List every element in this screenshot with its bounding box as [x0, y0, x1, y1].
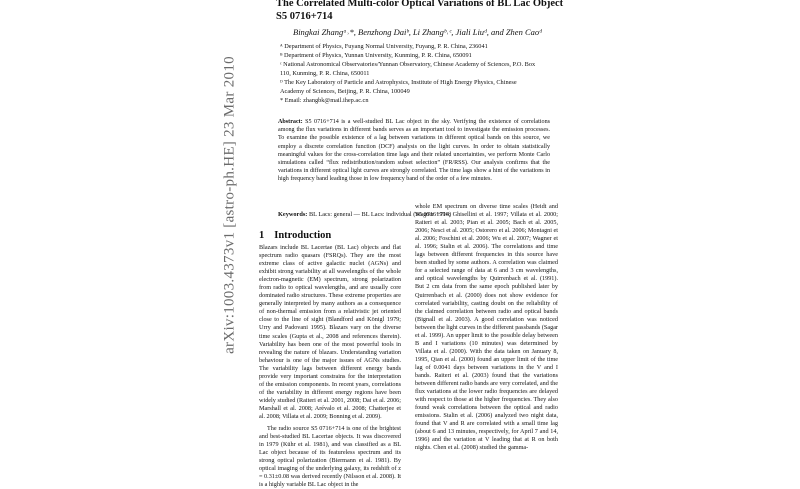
affiliation-line: ᴮ Department of Physics, Yunnan University, Kunming, P. R. China, 650091 — [280, 52, 472, 59]
affiliation-line: ᶜ National Astronomical Observatories/Yunnan Observatory, Chinese Academy of Sciences, P.O. Box — [280, 61, 536, 68]
arxiv-side-stamp — [210, 56, 250, 354]
affiliation-line: ᴰ The Key Laboratory of Particle and Astrophysics, Institute of High Energy Physics, Chinese — [280, 79, 517, 86]
affiliation-line: ᴬ Department of Physics, Fuyang Normal University, Fuyang, P. R. China, 236041 — [280, 43, 488, 50]
paper-title: The Correlated Multi-color Optical Variations of BL Lac Object S5 0716+714 — [276, 0, 564, 22]
left-column — [259, 244, 401, 489]
contact-email[interactable]: * Email: zhangbk@mail.ihep.ac.cn — [280, 97, 369, 104]
section-title: Introduction — [274, 230, 332, 241]
paragraph: Blazars include BL Lacertae (BL Lac) objects and flat spectrum radio quasars (FSRQs). They are the most extreme class of active galactic nuclei (AGNs) and exhibit strong variability at all wavelengths of the whole electron-magnetic (EM) spectrum, strong polarization from radio to optical wavelengths, and are usually core dominated radio structures. These extreme properties are generally interpreted by many authors as a consequence of non-thermal emission from a relativistic jet oriented close to the line of sight (Blandford and Königl 1979; Urry and Padovani 1995). Blazars vary on the diverse time scales (Gupta et al., 2008 and references therein). Variability has been one of the most powerful tools in revealing the nature of blazars. Understanding variation behaviour is one of the major issues of AGNs studies. The variability lags between different energy bands provide very important constrains for the interpretation of the emission components. In recent years, correlations of the variability in different energy regions have been widely studied (Raiteri et al. 2001, 2008; Dai et al. 2006; Marshall et al. 2008; Arévalo et al. 2008; Chatterjee et al. 2008; Villata et al. 2009; Bonning et al. 2009). — [259, 244, 401, 420]
section-number: 1 — [259, 230, 265, 241]
author-list: Bingkai Zhangᵃ˒*, Benzhong Daiᵇ, Li Zhangᵇ˒ᶜ, Jiali Liuᵈ, and Zhen Caoᵈ — [293, 27, 542, 37]
abstract-text: S5 0716+714 is a well-studied BL Lac object in the sky. Verifying the existence of correlations among the flux variations in different bands serves as an important tool to investigate the emission processes. To examine the possible existence of a lag between variations in different optical bands on this source, we employ a discrete correlation function (DCF) analysis on the light curves. In order to obtain statistically meaningful values for the cross-correlation time lags and their related uncertainties, we perform Monte Carlo simulations called “flux redistribution/random subset selection” (FR/RSS). Our analysis confirms that the variations in different optical light curves are strongly correlated. The time lags show a hint of the variations in high frequency band leading those in low frequency band of the order of a few minutes. — [278, 119, 550, 183]
section-heading — [259, 230, 331, 241]
abstract-label: Abstract: — [278, 119, 303, 125]
arxiv-identifier[interactable]: arXiv:1003.4373v1 [astro-ph.HE] 23 Mar 2010 — [221, 56, 238, 354]
paragraph: The radio source S5 0716+714 is one of the brightest and best-studied BL Lacertae objects. It was discovered in 1979 (Kühr et al. 1981), and was classified as a BL Lac object because of its featureless spectrum and its strong optical polarization (Biermann et al. 1981). By optical imaging of the underlying galaxy, its redshift of z = 0.31±0.08 was derived recently (Nilsson et al. 2008). It is a highly variable BL Lac object in the — [259, 425, 401, 489]
affiliations — [280, 42, 580, 105]
abstract — [278, 118, 550, 184]
keywords-label: Keywords: — [278, 211, 308, 218]
right-column — [415, 203, 558, 452]
keywords-text: BL Lacs: general — BL Lacs: individual (S5 0716+714) — [308, 211, 452, 218]
affiliation-line: 110, Kunming, P. R. China, 650011 — [280, 70, 370, 77]
affiliation-line: Academy of Sciences, Beijing, P. R. China, 100049 — [280, 88, 410, 95]
paragraph: whole EM spectrum on diverse time scales (Heidt and Wagner 1996; Ghisellini et al. 1997; Villata et al. 2000; Raiteri et al. 2003; Pian et al. 2005; Bach et al. 2005, 2006; Nesci et al. 2005; Ostorero et al. 2006; Montagni et al. 2006; Foschini et al. 2006; Wu et al. 2007; Wagner et al. 1996; Stalin et al. 2006). The correlations and time lags between different frequencies in this source have been studied by some authors. A correlation was claimed for a selected range of data at 6 and 3 cm wavelengths, and optical wavelengths by Quirrenbach et al. (1991). But 2 cm data from the same epoch published later by Quirrenbach et al. (2000) does not show evidence for correlated variability, casting doubt on the reliability of the claimed correlation between radio and optical bands (Bignall et al. 2003). A good correlation was noticed between the light curves in the different passbands (Sagar et al. 1999). An upper limit to the possible delay between B and I variations (10 minutes) was determined by Villata et al. (2000). With the data taken on January 8, 1995, Qian et al. (2000) found an upper limit of the time lag of 0.0041 days between variations in the V and I bands. Raiteri et al. (2003) found that the variations between different radio bands are very correlated, and the flux variations at the lower radio frequencies are delayed with respect to those at the higher frequencies. They also found weak correlations between the optical and radio emissions. Stalin et al. (2006) analyzed two night data, found that V and R are correlated with a small time lag (about 6 and 13 minutes, respectively, for April 7 and 14, 1996) and the variation at V leading that at R on both nights. Chen et al. (2008) studied the gamma- — [415, 203, 558, 452]
